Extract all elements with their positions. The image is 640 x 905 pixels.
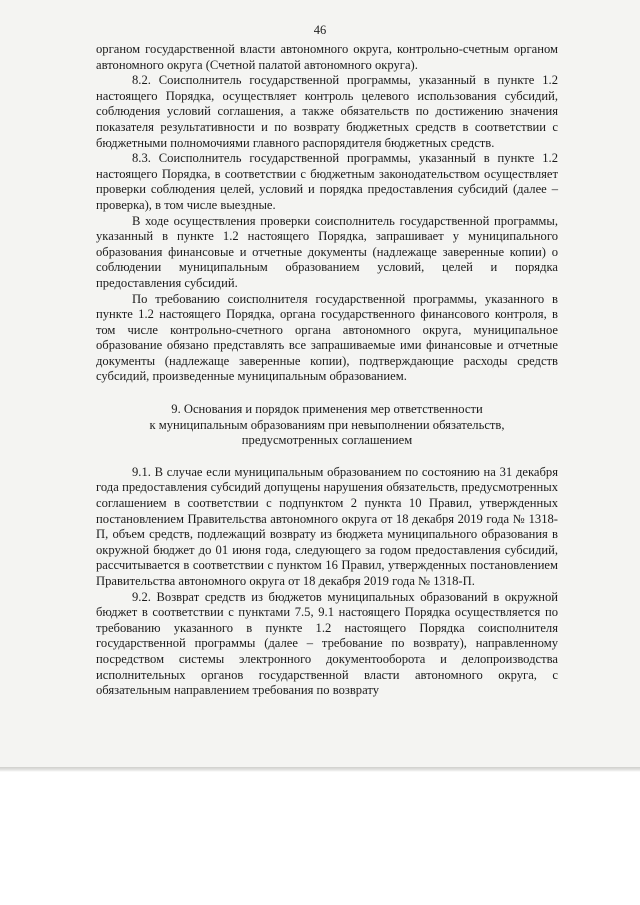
- paragraph-9-2: 9.2. Возврат средств из бюджетов муниципальных образований в окружной бюджет в соответствии с пунктами 7.5, 9.1 настоящего Порядка осуществляется по требованию указанного в пункте 1.2 настоящего Порядка соисполнителя государственной программы (далее – требование по возврату), направленному посредством системы электронного документооборота и делопроизводства исполнительных органов государственной власти автономного округа, с обязательным направлением требования по возврату: [96, 589, 558, 698]
- paragraph: органом государственной власти автономного округа, контрольно-счетным органом автономного округа (Счетной палатой автономного округа).: [96, 42, 558, 72]
- section-heading: [96, 402, 558, 449]
- section-heading-line: предусмотренных соглашением: [241, 433, 413, 448]
- paragraph: По требованию соисполнителя государственной программы, указанного в пункте 1.2 настоящего Порядка, органа государственного финансового контроля, в том числе контрольно-счетного органа автономного округа, муниципальное образование обязано представлять все запрашиваемые ими финансовые и отчетные документы (надлежаще заверенные копии), подтверждающие расходы средств субсидий, произведенные муниципальным образованием.: [96, 291, 558, 384]
- paragraph-9-1: 9.1. В случае если муниципальным образованием по состоянию на 31 декабря года предоставления субсидий допущены нарушения обязательств, предусмотренных соглашением в соответствии с подпунктом 2 пункта 10 Правил, утвержденных постановлением Правительства автономного округа от 18 декабря 2019 года № 1318-П, объем средств, подлежащий возврату из бюджета муниципального образования в окружной бюджет до 01 июня года, следующего за годом предоставления субсидий, рассчитывается в соответствии с пунктом 16 Правил, утвержденных постановлением Правительства автономного округа от 18 декабря 2019 года № 1318-П.: [96, 464, 558, 588]
- section-heading-line: 9. Основания и порядок применения мер ответственности: [171, 402, 483, 417]
- section-heading-line: к муниципальным образованиям при невыполнении обязательств,: [149, 417, 505, 432]
- paragraph: В ходе осуществления проверки соисполнитель государственной программы, указанный в пункте 1.2 настоящего Порядка, запрашивает у муниципального образования финансовые и отчетные документы (надлежаще заверенные копии) о соблюдении муниципальным образованием условий, целей и порядка предоставления субсидий.: [96, 213, 558, 290]
- page-edge-shadow: [0, 767, 640, 772]
- page-number: 46: [313, 23, 327, 37]
- paragraph-8-2: 8.2. Соисполнитель государственной программы, указанный в пункте 1.2 настоящего Порядка, осуществляет контроль целевого использования субсидий, соблюдения условий соглашения, а также обязательств по достижению значения показателя результативности и по возврату бюджетных средств в соответствии с бюджетными полномочиями главного распорядителя бюджетных средств.: [96, 73, 558, 150]
- document-body: [96, 42, 558, 699]
- paragraph-8-3: 8.3. Соисполнитель государственной программы, указанный в пункте 1.2 настоящего Порядка, в соответствии с бюджетным законодательством осуществляет проверки соблюдения целей, условий и порядка предоставления субсидий (далее – проверка), в том числе выездные.: [96, 151, 558, 212]
